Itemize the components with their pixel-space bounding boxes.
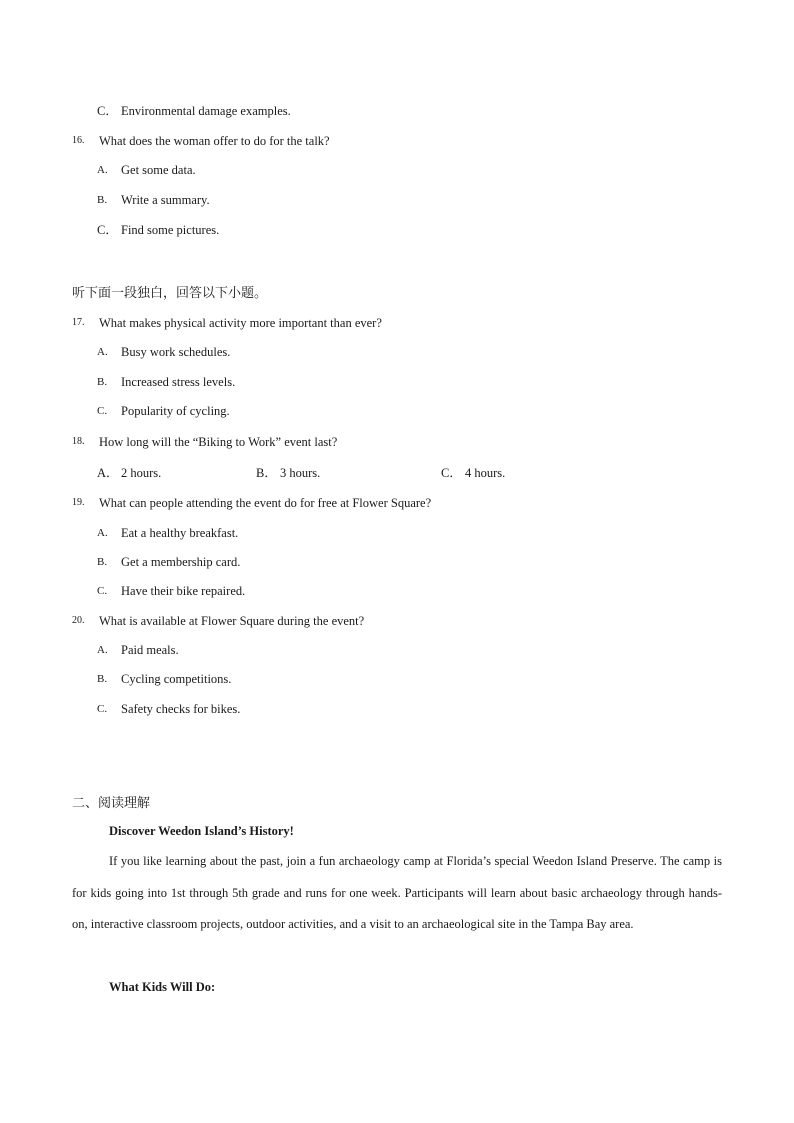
q17-option-c-text: Popularity of cycling. — [121, 404, 230, 418]
q19-question: What can people attending the event do for free at Flower Square? — [99, 496, 432, 510]
q18-question: How long will the “Biking to Work” event last? — [99, 435, 338, 449]
q17-number: 17. — [72, 317, 85, 328]
q19-option-b-letter: B. — [97, 556, 108, 568]
q20-option-b-text: Cycling competitions. — [121, 672, 232, 686]
q17-option-b-text: Increased stress levels. — [121, 375, 236, 389]
q18-number: 18. — [72, 436, 85, 447]
passage-subheading: What Kids Will Do: — [109, 980, 216, 994]
q17-option-a-letter: A. — [97, 346, 108, 358]
q20-option-c-letter: C. — [97, 703, 108, 715]
q19-option-a-letter: A. — [97, 527, 108, 539]
q20-question: What is available at Flower Square during the event? — [99, 614, 365, 628]
q19-option-b-text: Get a membership card. — [121, 555, 241, 569]
q16-option-a-text: Get some data. — [121, 163, 196, 177]
q18-option-b-text: 3 hours. — [280, 466, 321, 480]
q18-option-a-text: 2 hours. — [121, 466, 162, 480]
q17-option-c-letter: C. — [97, 405, 108, 417]
q17-question: What makes physical activity more important than ever? — [99, 316, 382, 330]
q15-option-c-letter: C． — [97, 104, 118, 118]
q20-option-c-text: Safety checks for bikes. — [121, 702, 241, 716]
q16-option-a-letter: A. — [97, 164, 108, 176]
q16-option-c-letter: C． — [97, 223, 118, 237]
q16-option-b-text: Write a summary. — [121, 193, 210, 207]
q16-number: 16. — [72, 135, 85, 146]
q15-option-c-text: Environmental damage examples. — [121, 104, 291, 118]
passage-title: Discover Weedon Island’s History! — [109, 824, 294, 838]
q20-number: 20. — [72, 615, 85, 626]
q19-number: 19. — [72, 497, 85, 508]
q18-option-a-letter: A． — [97, 466, 119, 480]
q18-option-b-letter: B． — [256, 466, 277, 480]
q17-option-a-text: Busy work schedules. — [121, 345, 231, 359]
passage-paragraph: If you like learning about the past, join a fun archaeology camp at Florida’s special Weedon Island Preserve. The camp is for kids going into 1st through 5th grade and runs for one week. Participants will learn about basic archaeology through hands-on, interactive classroom projects, outdoor activities, and a visit to an archaeological site in the Tampa Bay area. — [72, 854, 722, 931]
monologue-instruction: 听下面一段独白，回答以下小题。 — [72, 286, 268, 301]
q19-option-c-letter: C. — [97, 585, 108, 597]
q20-option-a-letter: A. — [97, 644, 108, 656]
q18-option-c-text: 4 hours. — [465, 466, 506, 480]
q17-option-b-letter: B. — [97, 376, 108, 388]
q16-option-c-text: Find some pictures. — [121, 223, 220, 237]
q16-question: What does the woman offer to do for the talk? — [99, 134, 330, 148]
reading-section-heading: 二、阅读理解 — [72, 796, 151, 811]
q20-option-a-text: Paid meals. — [121, 643, 179, 657]
q19-option-a-text: Eat a healthy breakfast. — [121, 526, 239, 540]
q18-option-c-letter: C． — [441, 466, 462, 480]
q19-option-c-text: Have their bike repaired. — [121, 584, 246, 598]
q16-option-b-letter: B. — [97, 194, 108, 206]
q20-option-b-letter: B. — [97, 673, 108, 685]
